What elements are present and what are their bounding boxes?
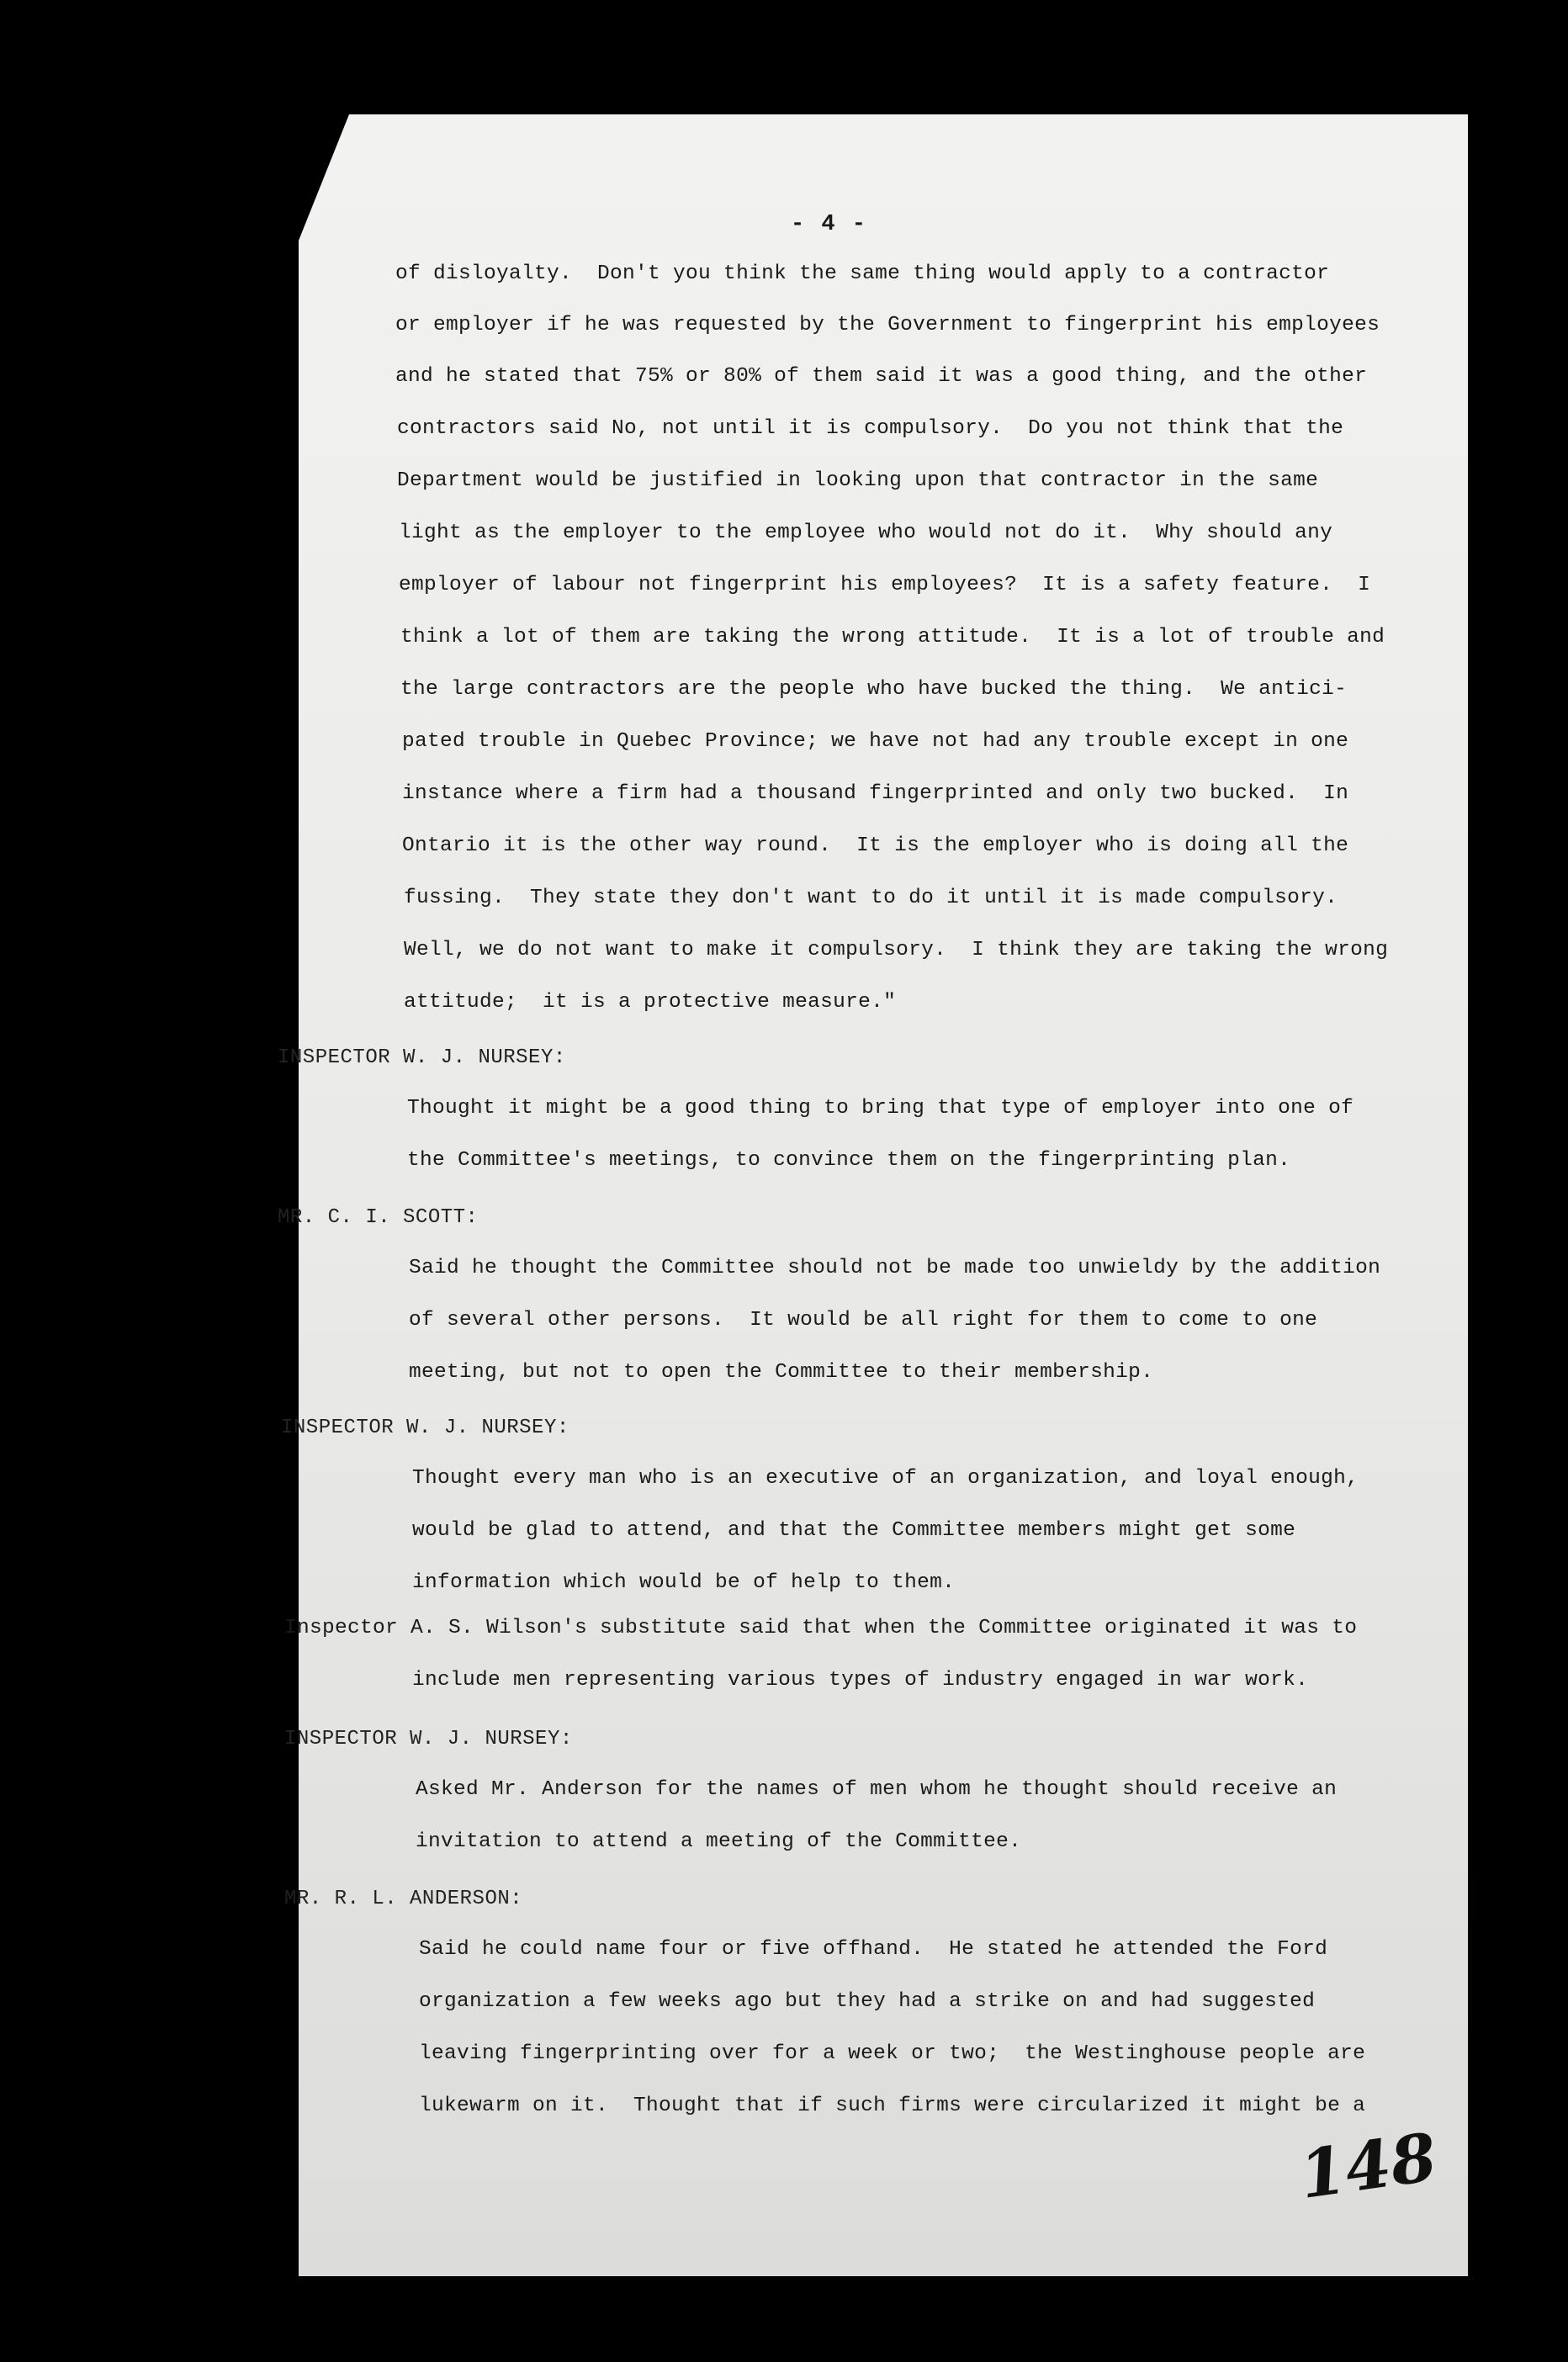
text-line: pated trouble in Quebec Province; we have not had any trouble except in one <box>402 730 1349 753</box>
speaker-heading: INSPECTOR W. J. NURSEY: <box>278 1046 566 1069</box>
text-line: Thought every man who is an executive of an organization, and loyal enough, <box>412 1467 1359 1490</box>
text-line: information which would be of help to them. <box>412 1571 956 1594</box>
text-line: employer of labour not fingerprint his employees? It is a safety feature. I <box>399 574 1371 596</box>
text-line: Said he thought the Committee should not be made too unwieldy by the addition <box>409 1257 1381 1279</box>
text-line: would be glad to attend, and that the Committee members might get some <box>412 1519 1296 1542</box>
text-line: Asked Mr. Anderson for the names of men whom he thought should receive an <box>416 1778 1338 1801</box>
speaker-heading: MR. R. L. ANDERSON: <box>284 1888 523 1910</box>
text-line: Ontario it is the other way round. It is the employer who is doing all the <box>402 834 1349 857</box>
text-line: of disloyalty. Don't you think the same thing would apply to a contractor <box>395 262 1330 285</box>
text-line: light as the employer to the employee who would not do it. Why should any <box>399 522 1333 544</box>
speaker-heading: INSPECTOR W. J. NURSEY: <box>284 1728 573 1750</box>
text-line: lukewarm on it. Thought that if such firms were circularized it might be a <box>419 2095 1366 2117</box>
text-line: leaving fingerprinting over for a week or two; the Westinghouse people are <box>419 2042 1366 2065</box>
text-line: or employer if he was requested by the Government to fingerprint his employees <box>395 314 1380 336</box>
text-line: contractors said No, not until it is compulsory. Do you not think that the <box>397 417 1344 440</box>
text-line: Said he could name four or five offhand. He stated he attended the Ford <box>419 1938 1328 1961</box>
text-line: Inspector A. S. Wilson's substitute said that when the Committee originated it was to <box>284 1617 1358 1639</box>
text-line: include men representing various types of industry engaged in war work. <box>412 1669 1309 1692</box>
text-line: invitation to attend a meeting of the Committee. <box>416 1830 1022 1853</box>
text-line: Thought it might be a good thing to bring that type of employer into one of <box>407 1097 1354 1120</box>
page-number: - 4 - <box>791 212 868 237</box>
text-line: think a lot of them are taking the wrong attitude. It is a lot of trouble and <box>400 626 1385 649</box>
text-line: of several other persons. It would be all right for them to come to one <box>409 1309 1318 1332</box>
speaker-heading: MR. C. I. SCOTT: <box>278 1206 479 1229</box>
speaker-heading: INSPECTOR W. J. NURSEY: <box>281 1417 569 1439</box>
text-line: attitude; it is a protective measure." <box>404 991 897 1014</box>
text-line: fussing. They state they don't want to do it until it is made compulsory. <box>404 887 1338 909</box>
text-line: the Committee's meetings, to convince them on the fingerprinting plan. <box>407 1149 1291 1172</box>
text-line: Well, we do not want to make it compulsory. I think they are taking the wrong <box>404 939 1389 961</box>
text-line: the large contractors are the people who have bucked the thing. We antici- <box>400 678 1348 701</box>
text-line: and he stated that 75% or 80% of them said it was a good thing, and the other <box>395 365 1368 388</box>
torn-corner <box>299 114 349 241</box>
handwritten-folio-number: 148 <box>1295 2119 1442 2214</box>
text-line: organization a few weeks ago but they had a strike on and had suggested <box>419 1990 1316 2013</box>
text-line: instance where a firm had a thousand fingerprinted and only two bucked. In <box>402 782 1349 805</box>
text-line: Department would be justified in looking upon that contractor in the same <box>397 469 1319 492</box>
text-line: meeting, but not to open the Committee to their membership. <box>409 1361 1154 1384</box>
